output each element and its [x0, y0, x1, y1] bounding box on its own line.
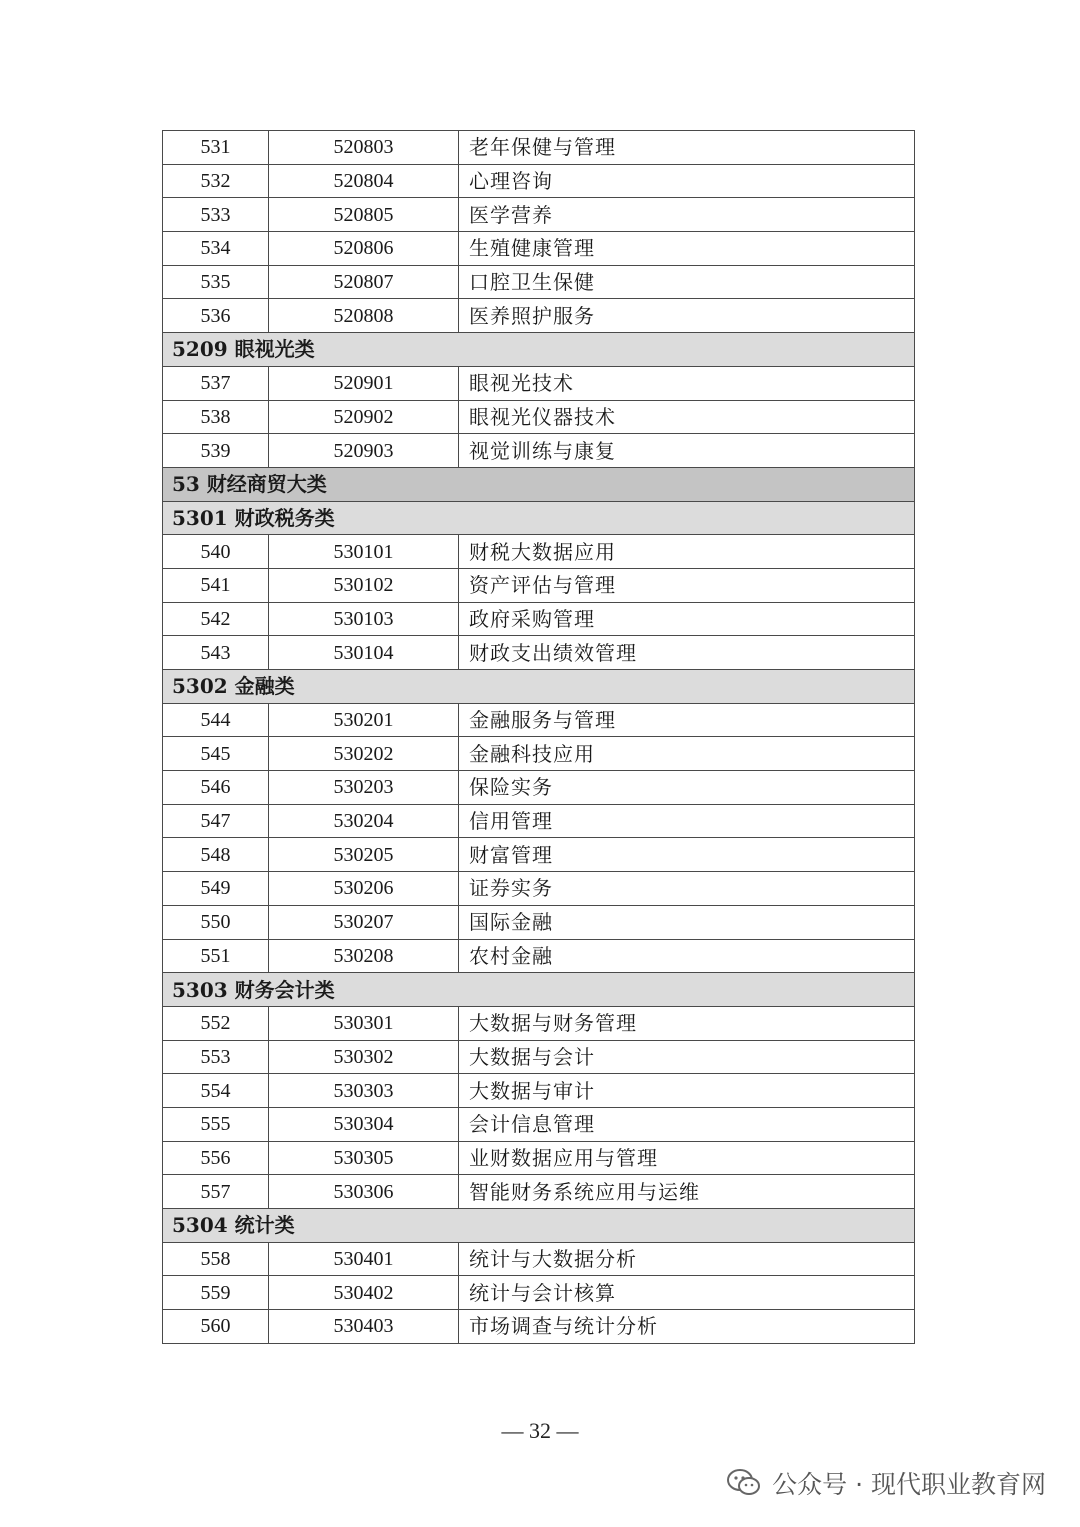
major-code: 520806: [269, 232, 459, 266]
major-name: 市场调查与统计分析: [459, 1310, 915, 1344]
major-name: 眼视光仪器技术: [459, 400, 915, 434]
row-number: 536: [163, 299, 269, 333]
table-row: [163, 568, 915, 602]
row-number: 534: [163, 232, 269, 266]
major-code: 530306: [269, 1175, 459, 1209]
major-code: 520805: [269, 198, 459, 232]
major-name: 统计与大数据分析: [459, 1242, 915, 1276]
row-number: 555: [163, 1107, 269, 1141]
row-number: 548: [163, 838, 269, 872]
page-number: — 32 —: [501, 1418, 579, 1443]
table-row: [163, 400, 915, 434]
major-code: 520807: [269, 265, 459, 299]
major-code: 530401: [269, 1242, 459, 1276]
table-row: [163, 1141, 915, 1175]
major-code: 530201: [269, 703, 459, 737]
row-number: 542: [163, 602, 269, 636]
major-code: 530101: [269, 535, 459, 569]
major-code: 530104: [269, 636, 459, 670]
major-code: 530303: [269, 1074, 459, 1108]
major-code: 530103: [269, 602, 459, 636]
watermark-text: 公众号 · 现代职业教育网: [772, 1470, 1046, 1499]
major-category-row: [163, 467, 915, 501]
row-number: 557: [163, 1175, 269, 1209]
table-row: [163, 366, 915, 400]
subcategory-title: 5304 统计类: [163, 1209, 915, 1243]
major-code: 530304: [269, 1107, 459, 1141]
major-name: 财税大数据应用: [459, 535, 915, 569]
table-row: [163, 1310, 915, 1344]
major-name: 统计与会计核算: [459, 1276, 915, 1310]
row-number: 546: [163, 771, 269, 805]
major-code: 520901: [269, 366, 459, 400]
row-number: 540: [163, 535, 269, 569]
row-number: 544: [163, 703, 269, 737]
row-number: 533: [163, 198, 269, 232]
major-name: 金融科技应用: [459, 737, 915, 771]
subcategory-row: [163, 501, 915, 535]
subcategory-row: [163, 973, 915, 1007]
table-row: [163, 434, 915, 468]
major-code: 530203: [269, 771, 459, 805]
major-code: 530403: [269, 1310, 459, 1344]
row-number: 535: [163, 265, 269, 299]
row-number: 532: [163, 164, 269, 198]
major-name: 大数据与财务管理: [459, 1006, 915, 1040]
major-code: 520804: [269, 164, 459, 198]
table-row: [163, 1276, 915, 1310]
major-name: 生殖健康管理: [459, 232, 915, 266]
subcategory-title: 5303 财务会计类: [163, 973, 915, 1007]
table-row: [163, 1074, 915, 1108]
row-number: 556: [163, 1141, 269, 1175]
major-code: 520808: [269, 299, 459, 333]
row-number: 553: [163, 1040, 269, 1074]
row-number: 559: [163, 1276, 269, 1310]
major-code: 530102: [269, 568, 459, 602]
row-number: 552: [163, 1006, 269, 1040]
table-row: [163, 131, 915, 165]
row-number: 560: [163, 1310, 269, 1344]
table-row: [163, 703, 915, 737]
major-code: 530205: [269, 838, 459, 872]
table-row: [163, 602, 915, 636]
major-name: 业财数据应用与管理: [459, 1141, 915, 1175]
table-row: [163, 164, 915, 198]
major-code: 520803: [269, 131, 459, 165]
table-row: [163, 232, 915, 266]
table-row: [163, 1107, 915, 1141]
table-row: [163, 1040, 915, 1074]
major-name: 农村金融: [459, 939, 915, 973]
subcategory-row: [163, 670, 915, 704]
major-name: 视觉训练与康复: [459, 434, 915, 468]
table-row: [163, 771, 915, 805]
subcategory-row: [163, 1209, 915, 1243]
major-code: 530305: [269, 1141, 459, 1175]
row-number: 545: [163, 737, 269, 771]
major-code: 520903: [269, 434, 459, 468]
major-name: 国际金融: [459, 905, 915, 939]
row-number: 541: [163, 568, 269, 602]
watermark: [726, 1465, 1046, 1501]
major-name: 大数据与会计: [459, 1040, 915, 1074]
major-name: 医养照护服务: [459, 299, 915, 333]
table-row: [163, 1175, 915, 1209]
major-code: 530301: [269, 1006, 459, 1040]
major-name: 口腔卫生保健: [459, 265, 915, 299]
table-row: [163, 1006, 915, 1040]
row-number: 549: [163, 872, 269, 906]
subcategory-title: 5302 金融类: [163, 670, 915, 704]
table-row: [163, 872, 915, 906]
major-name: 资产评估与管理: [459, 568, 915, 602]
table-row: [163, 636, 915, 670]
table-row: [163, 535, 915, 569]
major-name: 金融服务与管理: [459, 703, 915, 737]
subcategory-title: 5301 财政税务类: [163, 501, 915, 535]
table-row: [163, 905, 915, 939]
major-name: 眼视光技术: [459, 366, 915, 400]
major-name: 大数据与审计: [459, 1074, 915, 1108]
row-number: 538: [163, 400, 269, 434]
table-row: [163, 939, 915, 973]
major-list-table: [162, 130, 915, 1344]
row-number: 551: [163, 939, 269, 973]
row-number: 550: [163, 905, 269, 939]
row-number: 554: [163, 1074, 269, 1108]
row-number: 558: [163, 1242, 269, 1276]
major-code: 520902: [269, 400, 459, 434]
major-code: 530402: [269, 1276, 459, 1310]
major-category-title: 53 财经商贸大类: [163, 467, 915, 501]
row-number: 537: [163, 366, 269, 400]
row-number: 547: [163, 804, 269, 838]
major-name: 证券实务: [459, 872, 915, 906]
major-name: 老年保健与管理: [459, 131, 915, 165]
major-code: 530207: [269, 905, 459, 939]
major-name: 心理咨询: [459, 164, 915, 198]
major-name: 财政支出绩效管理: [459, 636, 915, 670]
major-name: 会计信息管理: [459, 1107, 915, 1141]
table-row: [163, 265, 915, 299]
table-row: [163, 838, 915, 872]
subcategory-title: 5209 眼视光类: [163, 333, 915, 367]
major-code: 530204: [269, 804, 459, 838]
subcategory-row: [163, 333, 915, 367]
major-code: 530208: [269, 939, 459, 973]
table-row: [163, 804, 915, 838]
major-code: 530206: [269, 872, 459, 906]
major-name: 智能财务系统应用与运维: [459, 1175, 915, 1209]
major-code: 530202: [269, 737, 459, 771]
major-name: 财富管理: [459, 838, 915, 872]
row-number: 543: [163, 636, 269, 670]
row-number: 531: [163, 131, 269, 165]
wechat-icon: [726, 1468, 762, 1498]
table-row: [163, 737, 915, 771]
row-number: 539: [163, 434, 269, 468]
table-row: [163, 198, 915, 232]
major-name: 信用管理: [459, 804, 915, 838]
major-name: 保险实务: [459, 771, 915, 805]
table-row: [163, 299, 915, 333]
major-name: 医学营养: [459, 198, 915, 232]
major-code: 530302: [269, 1040, 459, 1074]
table-body: [163, 131, 915, 1344]
table-row: [163, 1242, 915, 1276]
major-name: 政府采购管理: [459, 602, 915, 636]
